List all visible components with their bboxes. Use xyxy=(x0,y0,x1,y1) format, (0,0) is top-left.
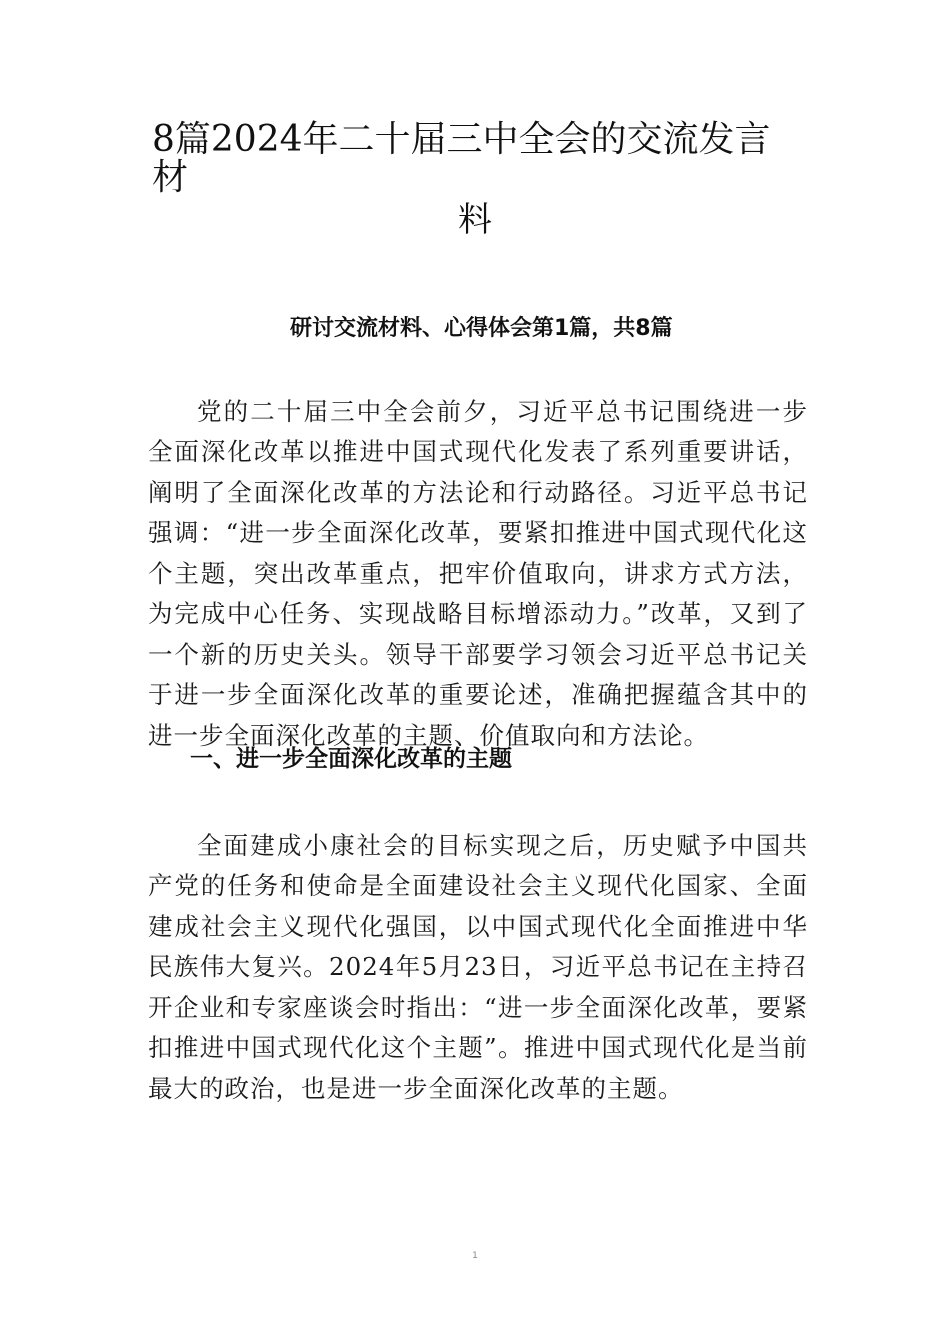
document-title-line-1: 8篇2024年二十届三中全会的交流发言 xyxy=(152,119,771,160)
page-number: 1 xyxy=(472,1251,478,1261)
body-paragraph-intro: 党的二十届三中全会前夕，习近平总书记围绕进一步全面深化改革以推进中国式现代化发表了系列重要讲话，阐明了全面深化改革的方法论和行动路径。习近平总书记强调：“进一步全面深化改革，要紧扣推进中国式现代化这个主题，突出改革重点，把牢价值取向，讲求方式方法，为完成中心任务、实现战略目标增添动力。”改革，又到了一个新的历史关头。领导干部要学习领会习近平总书记关于进一步全面深化改革的重要论述，准确把握蕴含其中的进一步全面深化改革的主题、价值取向和方法论。 xyxy=(148,396,808,750)
section-heading: 一、进一步全面深化改革的主题 xyxy=(190,746,512,772)
document-title-line-3: 料 xyxy=(458,200,492,240)
body-paragraph-section-1: 全面建成小康社会的目标实现之后，历史赋予中国共产党的任务和使命是全面建设社会主义现代化国家、全面建成社会主义现代化强国，以中国式现代化全面推进中华民族伟大复兴。2024年5月23日，习近平总书记在主持召 开企业和专家座谈会时指出：“进一步全面深化改革，要紧 扣推进中国式现代化这个主题”。推进中国式现代化是当前 最大的政治，也是进一步全面深化改革的主题。 xyxy=(148,830,808,1103)
document-title-line-2: 材 xyxy=(152,157,189,198)
document-subtitle: 研讨交流材料、心得体会第1篇，共8篇 xyxy=(290,316,673,341)
